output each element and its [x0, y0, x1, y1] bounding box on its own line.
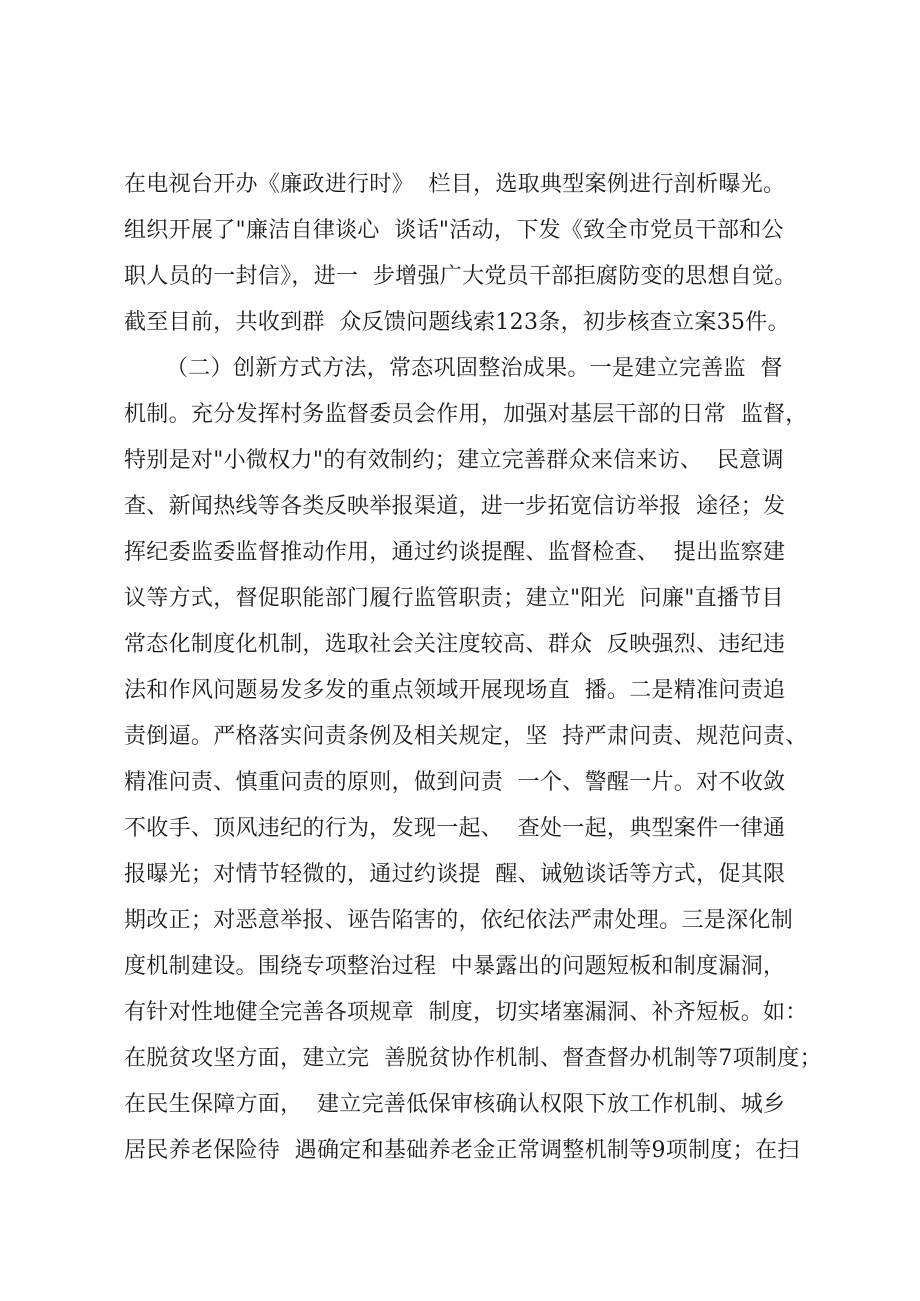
text-line: 组织开展了"廉洁自律谈心 谈话"活动，下发《致全市党员干部和公 [124, 218, 784, 243]
text-line: 有针对性地健全完善各项规章 制度，切实堵塞漏洞、补齐短板。如： [124, 1000, 808, 1025]
text-line: 常态化制度化机制，选取社会关注度较高、群众 反映强烈、违纪违 [124, 632, 786, 657]
text-line: 居民养老保险待 遇确定和基础养老金正常调整机制等9项制度；在扫 [124, 1138, 800, 1163]
text-line: 机制。充分发挥村务监督委员会作用，加强对基层干部的日常 监督， [124, 402, 808, 427]
text-line: 期改正；对恶意举报、诬告陷害的，依纪依法严肃处理。三是深化制 [124, 908, 794, 933]
text-line: 报曝光；对情节轻微的，通过约谈提 醒、诫勉谈话等方式，促其限 [124, 862, 786, 887]
text-line: 在脱贫攻坚方面，建立完 善脱贫协作机制、督查督办机制等7项制度； [124, 1046, 822, 1071]
text-line: 度机制建设。围绕专项整治过程 中暴露出的问题短板和制度漏洞， [124, 954, 786, 979]
text-line: 查、新闻热线等各类反映举报渠道，进一步拓宽信访举报 途径；发 [124, 494, 786, 519]
text-line: 职人员的一封信》，进一 步增强广大党员干部拒腐防变的思想自觉。 [124, 264, 797, 289]
text-line: 精准问责、慎重问责的原则，做到问责 一个、警醒一片。对不收敛 [124, 770, 786, 795]
text-line: 责倒逼。严格落实问责条例及相关规定，坚 持严肃问责、规范问责、 [124, 724, 808, 749]
text-line: 议等方式，督促职能部门履行监管职责；建立"阳光 问廉"直播节目 [124, 586, 784, 611]
text-line: 法和作风问题易发多发的重点领域开展现场直 播。二是精准问责追 [124, 678, 786, 703]
text-line: 不收手、顶风违纪的行为，发现一起、 查处一起，典型案件一律通 [124, 816, 786, 841]
text-line: 在民生保障方面， 建立完善低保审核确认权限下放工作机制、城乡 [124, 1092, 786, 1117]
text-line: 特别是对"小微权力"的有效制约；建立完善群众来信来访、 民意调 [124, 448, 784, 473]
text-line: 截至目前，共收到群 众反馈问题线索123条，初步核查立案35件。 [124, 310, 790, 335]
text-line: 挥纪委监委监督推动作用，通过约谈提醒、监督检查、 提出监察建 [124, 540, 786, 565]
paragraph-start-line: （二）创新方式方法，常态巩固整治成果。一是建立完善监 督 [166, 356, 783, 381]
text-line: 在电视台开办《廉政进行时》 栏目，选取典型案例进行剖析曝光。 [124, 172, 786, 197]
